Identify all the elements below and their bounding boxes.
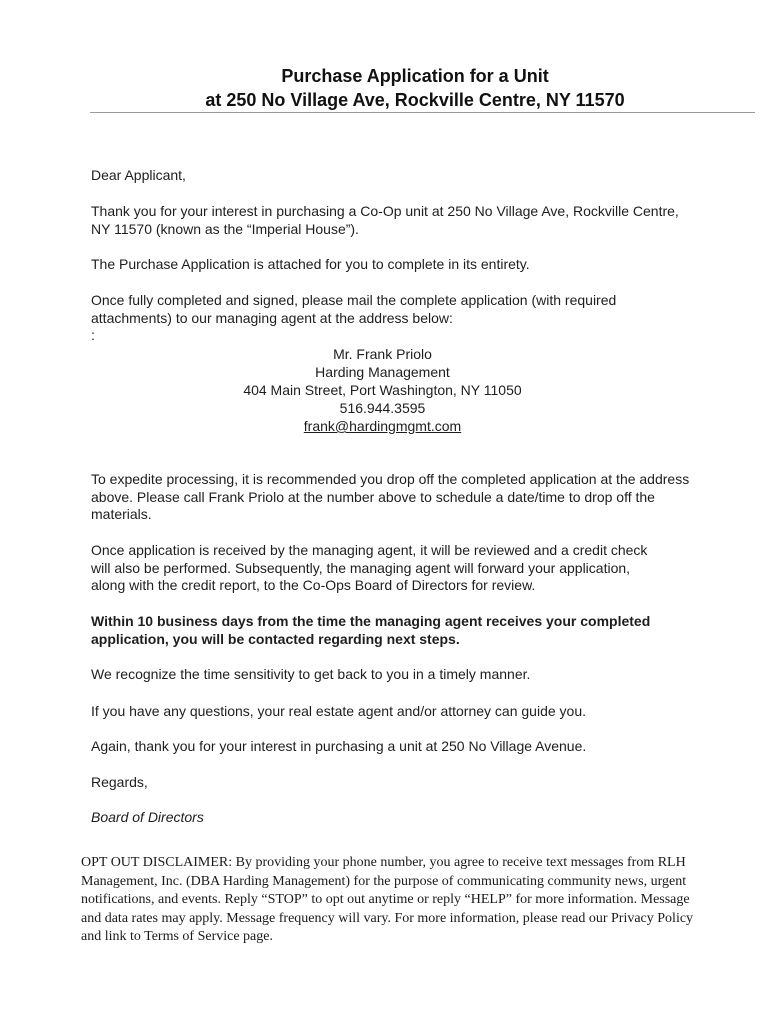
paragraph-thank-you: Again, thank you for your interest in purchasing a unit at 250 No Village Avenue. (91, 738, 587, 754)
agent-name: Mr. Frank Priolo (333, 346, 432, 362)
title-divider (90, 112, 755, 113)
paragraph-drop-off: To expedite processing, it is recommended you drop off the completed application at the address above. Please call Frank Priolo at the number above to schedule a date/time to drop off the materials. (91, 471, 690, 522)
paragraph-time-sensitivity: We recognize the time sensitivity to get back to you in a timely manner. (91, 666, 531, 682)
paragraph-contact-timeline: Within 10 business days from the time the managing agent receives your completed application, you will be contacted regarding next steps. (91, 613, 651, 647)
agent-company: Harding Management (315, 364, 450, 380)
closing: Regards, (91, 774, 148, 790)
stray-colon: : (91, 327, 95, 343)
paragraph-questions: If you have any questions, your real estate agent and/or attorney can guide you. (91, 703, 586, 719)
paragraph-review-process: Once application is received by the managing agent, it will be reviewed and a credit check will also be performed. Subsequently, the managing agent will forward your application, along with the credit report, to the Co-Ops Board of Directors for review. (91, 542, 648, 593)
document-title-line2: at 250 No Village Ave, Rockville Centre, NY 11570 (205, 90, 625, 110)
paragraph-mail-instructions: Once fully completed and signed, please mail the complete application (with required attachments) to our managing agent at the address below: (91, 292, 617, 326)
document-title-line1: Purchase Application for a Unit (281, 66, 549, 86)
agent-email-link[interactable]: frank@hardingmgmt.com (303, 418, 462, 434)
opt-out-disclaimer: OPT OUT DISCLAIMER: By providing your phone number, you agree to receive text messages from RLH Management, Inc. (DBA Harding Management) for the purpose of communicating community news, urgent notifications, and events. Reply “STOP” to opt out anytime or reply “HELP” for more information. Message and data rates may apply. Message frequency will vary. For more information, please read our Privacy Policy and link to Terms of Service page. (81, 855, 694, 944)
paragraph-application-attached: The Purchase Application is attached for you to complete in its entirety. (91, 256, 530, 272)
salutation: Dear Applicant, (91, 167, 186, 183)
agent-email-row (90, 417, 675, 435)
paragraph-intro: Thank you for your interest in purchasing a Co-Op unit at 250 No Village Ave, Rockville Centre, NY 11570 (known as the “Imperial House”). (91, 203, 679, 237)
signature: Board of Directors (91, 809, 204, 825)
agent-street-address: 404 Main Street, Port Washington, NY 11050 (243, 382, 522, 398)
agent-phone: 516.944.3595 (339, 400, 426, 416)
